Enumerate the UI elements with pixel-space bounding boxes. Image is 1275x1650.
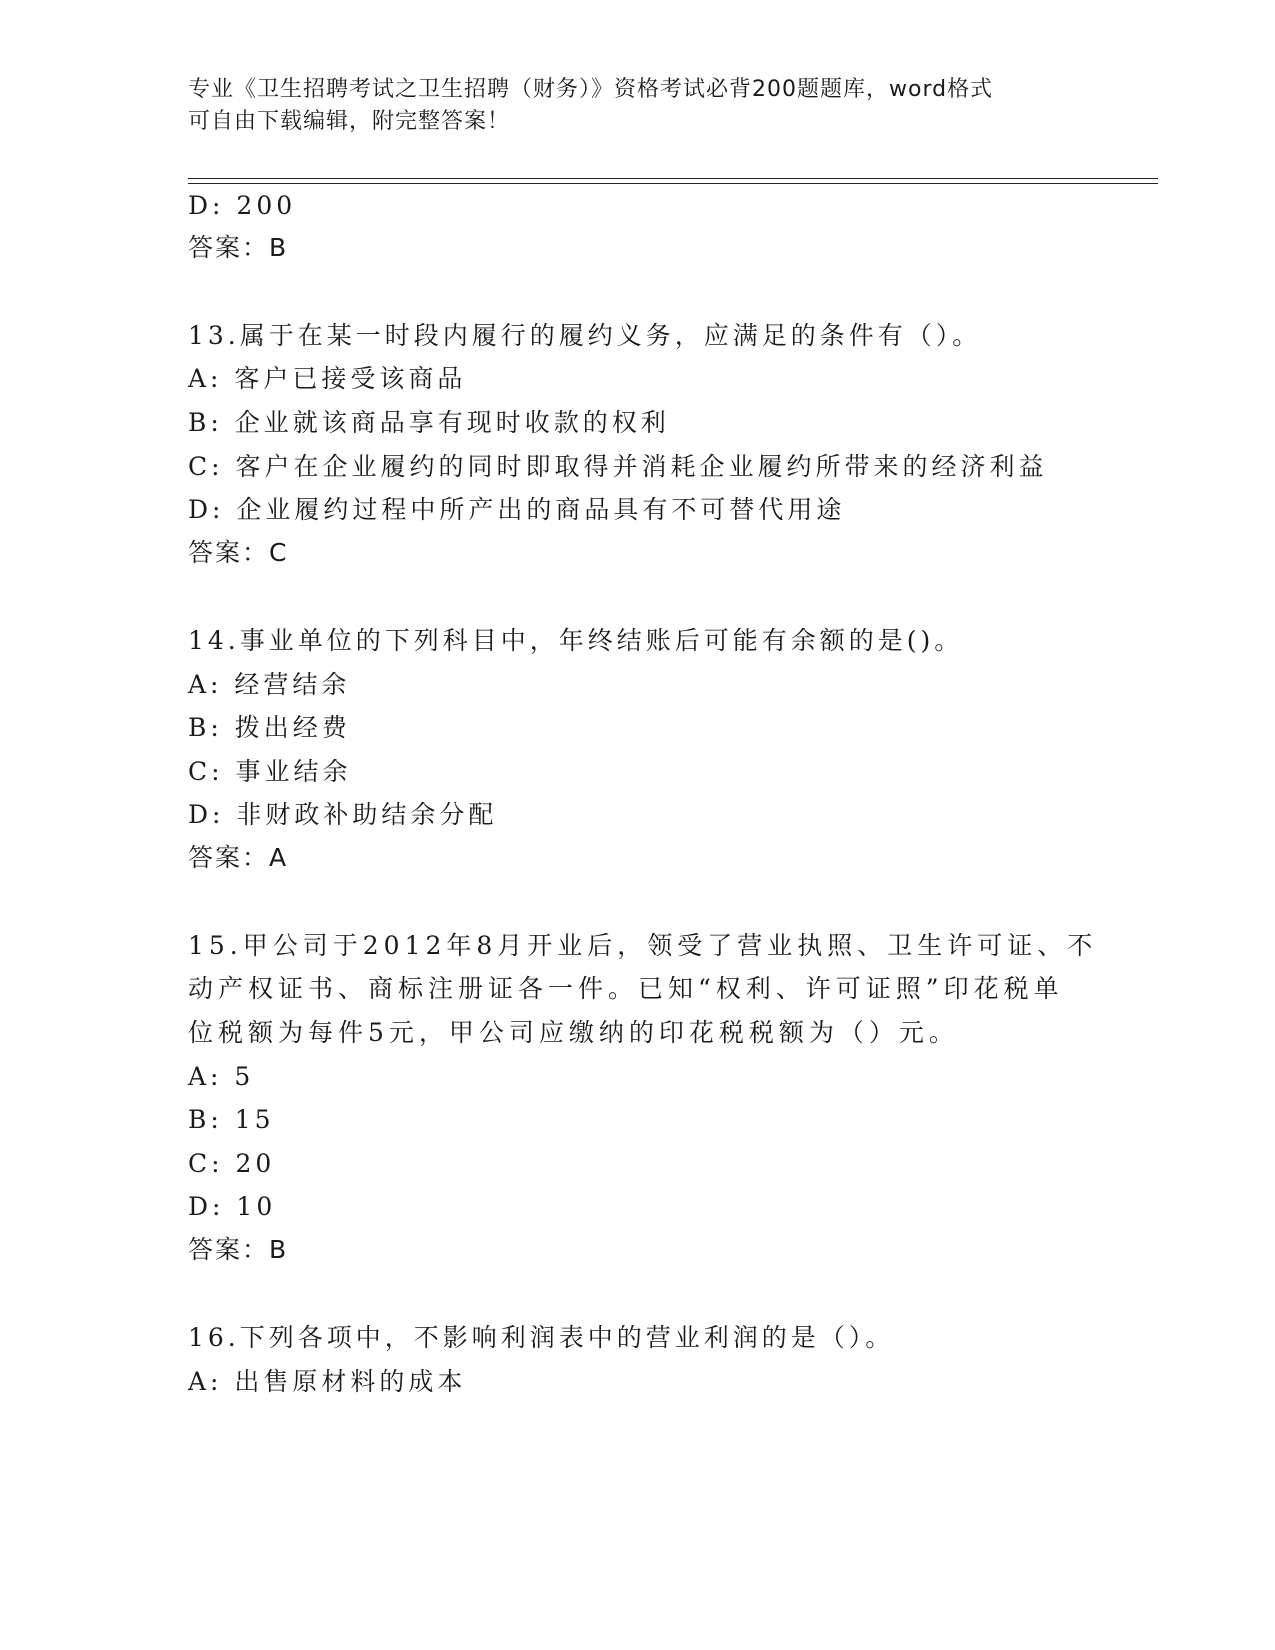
- q15-option-b: B: 15: [188, 1105, 275, 1134]
- q15-stem-line-2: 动产权证书、商标注册证各一件。已知“权利、许可证照”印花税单: [188, 974, 1064, 1003]
- q13-option-a: A: 客户已接受该商品: [188, 364, 467, 393]
- q15-option-c: C: 20: [188, 1149, 276, 1178]
- q15-option-d: D: 10: [188, 1192, 277, 1221]
- q13-option-c: C: 客户在企业履约的同时即取得并消耗企业履约所带来的经济利益: [188, 452, 1048, 481]
- q14-option-d: D: 非财政补助结余分配: [188, 800, 498, 829]
- q15-option-a: A: 5: [188, 1062, 255, 1091]
- q15-stem-line-1: 15.甲公司于2012年8月开业后，领受了营业执照、卫生许可证、不: [188, 931, 1098, 960]
- header-title-line-2: 可自由下载编辑，附完整答案！: [188, 109, 511, 134]
- q16-option-a: A: 出售原材料的成本: [188, 1367, 467, 1396]
- q14-stem: 14.事业单位的下列科目中，年终结账后可能有余额的是()。: [188, 626, 964, 655]
- q13-option-b: B: 企业就该商品享有现时收款的权利: [188, 408, 670, 437]
- q14-option-a: A: 经营结余: [188, 670, 351, 699]
- header-divider-top: [188, 178, 1158, 179]
- q13-stem: 13.属于在某一时段内履行的履约义务，应满足的条件有（）。: [188, 321, 982, 350]
- q15-answer: 答案：B: [188, 1235, 289, 1264]
- q14-option-b: B: 拨出经费: [188, 713, 351, 742]
- page-header: [188, 74, 1088, 138]
- header-title-line-1: 专业《卫生招聘考试之卫生招聘（财务）》资格考试必背200题题库，word格式: [188, 77, 994, 102]
- prev-option-d: D: 200: [188, 191, 297, 220]
- q14-option-c: C: 事业结余: [188, 757, 352, 786]
- q13-option-d: D: 企业履约过程中所产出的商品具有不可替代用途: [188, 495, 846, 524]
- q13-answer: 答案：C: [188, 538, 289, 567]
- q14-answer: 答案：A: [188, 843, 289, 872]
- q15-stem-line-3: 位税额为每件5元，甲公司应缴纳的印花税税额为（）元。: [188, 1018, 959, 1047]
- q16-stem: 16.下列各项中，不影响利润表中的营业利润的是（）。: [188, 1323, 895, 1352]
- prev-answer: 答案：B: [188, 233, 289, 262]
- header-divider-bottom: [188, 183, 1158, 184]
